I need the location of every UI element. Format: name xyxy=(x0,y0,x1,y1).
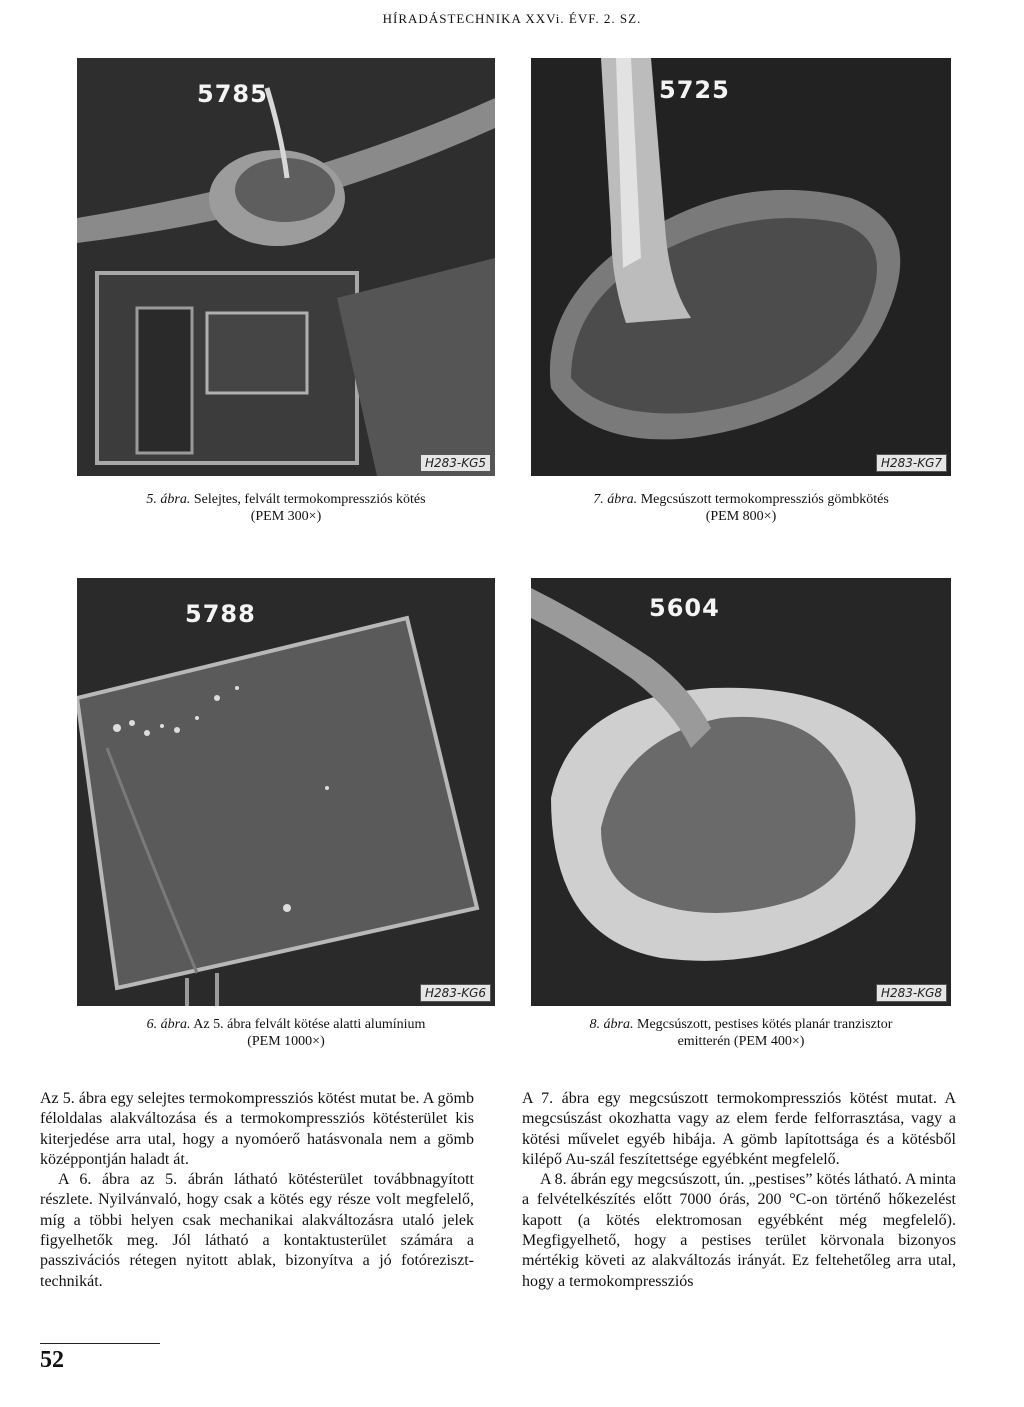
figure-6-caption xyxy=(77,1016,495,1050)
figure-8-caption-label: 8. ábra. xyxy=(589,1017,634,1032)
figure-5-illustration xyxy=(77,58,495,476)
figure-8-code: H283-KG8 xyxy=(876,984,947,1002)
figure-7-illustration xyxy=(531,58,951,476)
page-number: 52 xyxy=(40,1347,64,1373)
left-paragraph-1: Az 5. ábra egy selejtes termokompressziós kötést mutat be. A gömb féloldalas alakváltozása és a termokompressziós kötésterület kis kiterjedése arra utal, hogy a nyomóerő hatásvonala nem a gömb középpontján haladt át. xyxy=(40,1090,474,1168)
figure-7-photo xyxy=(531,58,951,476)
figure-7-caption xyxy=(531,491,951,525)
running-header: HÍRADÁSTECHNIKA XXVi. ÉVF. 2. SZ. xyxy=(382,11,642,26)
figure-8-caption-text: Megcsúszott, pestises kötés planár tranzisztor xyxy=(637,1017,893,1032)
figure-7-caption-magnification: (PEM 800×) xyxy=(705,509,777,524)
figure-8-caption-magnification: emitterén (PEM 400×) xyxy=(677,1034,805,1049)
figure-8-number: 5604 xyxy=(649,594,720,622)
figure-6-photo xyxy=(77,578,495,1006)
footer-rule xyxy=(40,1343,160,1344)
figure-7-number: 5725 xyxy=(659,76,730,104)
figure-6-code: H283-KG6 xyxy=(420,984,491,1002)
figure-7-code: H283-KG7 xyxy=(876,454,947,472)
right-paragraph-1: A 7. ábra egy megcsúszott termokompressziós kötést mutat. A megcsúszást okozhatta vagy az elem ferde felforrasztása, vagy a kötési művelet egyéb hibája. A gömb lapítottsága és a kötésből kilépő Au-szál feszítettsége egyébként megfelelő. xyxy=(522,1090,956,1168)
figure-8-caption xyxy=(531,1016,951,1050)
figure-6-illustration xyxy=(77,578,495,1006)
left-text-column xyxy=(40,1089,474,1292)
left-paragraph-2: A 6. ábra az 5. ábrán látható kötésterület továbbnagyított részlete. Nyilvánvaló, hogy csak a kötés egy része volt megfelelő, míg a többi helyen csak mechanikai alakváltozásra utaló jelek figyelhetők meg. Jól látható a kontaktusterület számára a passzivációs rétegen nyitott ablak, bizonyítva a jó fotóreziszt-technikát. xyxy=(40,1171,474,1290)
right-paragraph-2: A 8. ábrán egy megcsúszott, ún. „pestises” kötés látható. A minta a felvételkészítés előtt 7000 órás, 200 °C-on történő hőkezelést kapott (a kötés elektromosan egyébként még megfelelő). Megfigyelhető, hogy a pestises terület körvonala bizonyos mértékig követi az alakváltozás irányát. Ez feltehetőleg arra utal, hogy a termokompressziós xyxy=(522,1171,956,1290)
figure-8-photo xyxy=(531,578,951,1006)
figure-6-caption-text: Az 5. ábra felvált kötése alatti alumínium xyxy=(193,1017,426,1032)
figure-5-caption-magnification: (PEM 300×) xyxy=(250,509,322,524)
figure-6-number: 5788 xyxy=(185,600,256,628)
figure-5-caption-label: 5. ábra. xyxy=(146,492,191,507)
figure-8-illustration xyxy=(531,578,951,1006)
figure-6-caption-label: 6. ábra. xyxy=(146,1017,191,1032)
figure-7-caption-label: 7. ábra. xyxy=(593,492,638,507)
figure-7-caption-text: Megcsúszott termokompressziós gömbkötés xyxy=(640,492,889,507)
figure-5-caption xyxy=(77,491,495,525)
figure-6-caption-magnification: (PEM 1000×) xyxy=(247,1034,325,1049)
figure-5-caption-text: Selejtes, felvált termokompressziós kötés xyxy=(193,492,426,507)
right-text-column xyxy=(522,1089,956,1292)
figure-5-code: H283-KG5 xyxy=(420,454,491,472)
figure-5-number: 5785 xyxy=(197,80,268,108)
figure-5-photo xyxy=(77,58,495,476)
